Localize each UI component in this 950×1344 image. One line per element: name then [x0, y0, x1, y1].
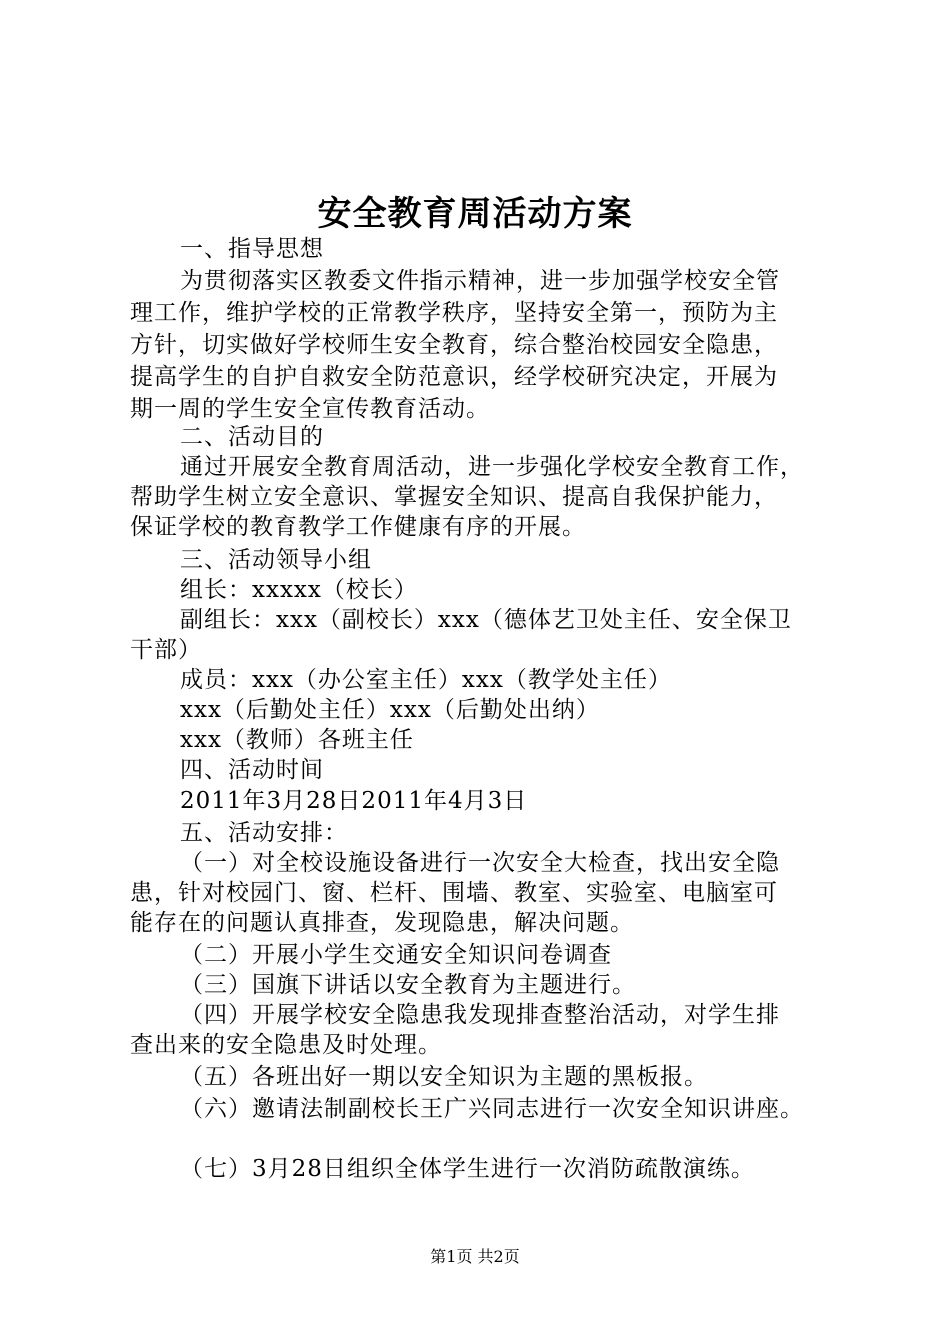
- paragraph-line: 干部）: [130, 637, 202, 663]
- section-heading-arrangement: 五、活动安排：: [180, 820, 348, 846]
- paragraph-line: 2011年3月28日2011年4月3日: [180, 788, 528, 814]
- paragraph-line: （一）对全校设施设备进行一次安全大检查，找出安全隐: [180, 850, 780, 876]
- paragraph-line: 理工作，维护学校的正常教学秩序，坚持安全第一，预防为主: [130, 300, 778, 326]
- paragraph-line: （二）开展小学生交通安全知识问卷调查: [180, 942, 612, 968]
- paragraph-line: （三）国旗下讲话以安全教育为主题进行。: [180, 972, 636, 998]
- paragraph-line: 副组长：xxx（副校长）xxx（德体艺卫处主任、安全保卫: [180, 607, 792, 633]
- section-heading-guiding-thought: 一、指导思想: [180, 236, 324, 262]
- paragraph-line: （七）3月28日组织全体学生进行一次消防疏散演练。: [180, 1156, 755, 1182]
- section-heading-purpose: 二、活动目的: [180, 424, 324, 450]
- paragraph-line: 组长：xxxxx（校长）: [180, 577, 418, 603]
- paragraph-line: 提高学生的自护自救安全防范意识，经学校研究决定，开展为: [130, 364, 778, 390]
- paragraph-line: 查出来的安全隐患及时处理。: [130, 1032, 442, 1058]
- paragraph-line: xxx（后勤处主任）xxx（后勤处出纳）: [180, 697, 600, 723]
- paragraph-line: （五）各班出好一期以安全知识为主题的黑板报。: [180, 1064, 708, 1090]
- paragraph-line: （四）开展学校安全隐患我发现排查整治活动，对学生排: [180, 1002, 780, 1028]
- paragraph-line: 为贯彻落实区教委文件指示精神，进一步加强学校安全管: [180, 268, 780, 294]
- paragraph-line: 成员：xxx（办公室主任）xxx（教学处主任）: [180, 667, 672, 693]
- paragraph-line: 通过开展安全教育周活动，进一步强化学校安全教育工作，: [180, 454, 804, 480]
- paragraph-line: 方针，切实做好学校师生安全教育，综合整治校园安全隐患，: [130, 332, 778, 358]
- document-title: 安全教育周活动方案: [317, 194, 633, 234]
- paragraph-line: 保证学校的教育教学工作健康有序的开展。: [130, 514, 586, 540]
- paragraph-line: 帮助学生树立安全意识、掌握安全知识、提高自我保护能力，: [130, 484, 778, 510]
- paragraph-line: xxx（教师）各班主任: [180, 727, 414, 753]
- paragraph-line: （六）邀请法制副校长王广兴同志进行一次安全知识讲座。: [180, 1096, 804, 1122]
- paragraph-line: 期一周的学生安全宣传教育活动。: [130, 396, 490, 422]
- section-heading-time: 四、活动时间: [180, 757, 324, 783]
- page-footer: 第1页 共2页: [430, 1247, 520, 1266]
- paragraph-line: 能存在的问题认真排查，发现隐患，解决问题。: [130, 910, 634, 936]
- section-heading-leadership: 三、活动领导小组: [180, 547, 372, 573]
- paragraph-line: 患，针对校园门、窗、栏杆、围墙、教室、实验室、电脑室可: [130, 880, 778, 906]
